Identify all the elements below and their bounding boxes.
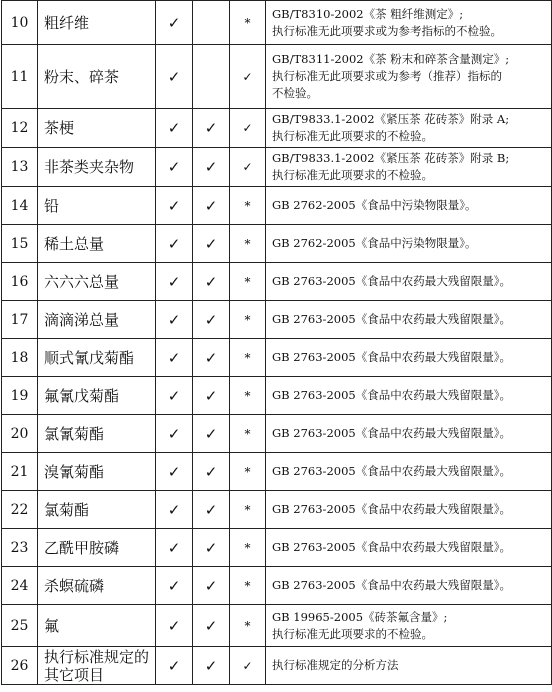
- check-mark-col2: ✓: [193, 415, 230, 453]
- check-mark-col2: [193, 1, 230, 45]
- check-mark-col3: ✓: [230, 45, 266, 109]
- method-note: GB/T9833.1-2002《紧压茶 花砖茶》附录 A; 执行标准无此项要求的不检验。: [266, 109, 552, 148]
- item-number: 10: [2, 1, 38, 45]
- method-note: GB 2763-2005《食品中农药最大残留限量》。: [266, 415, 552, 453]
- check-mark-col3: *: [230, 491, 266, 529]
- item-name: 溴氰菊酯: [38, 453, 156, 491]
- item-name: 杀螟硫磷: [38, 567, 156, 605]
- check-mark-col1: ✓: [156, 263, 193, 301]
- table-row: [2, 45, 552, 109]
- table-row: [2, 377, 552, 415]
- table-row: [2, 567, 552, 605]
- check-mark-col3: *: [230, 605, 266, 647]
- item-name: 茶梗: [38, 109, 156, 148]
- check-mark-col1: ✓: [156, 187, 193, 225]
- check-mark-col1: ✓: [156, 605, 193, 647]
- table-row: [2, 301, 552, 339]
- check-mark-col2: ✓: [193, 109, 230, 148]
- check-mark-col3: *: [230, 1, 266, 45]
- check-mark-col2: ✓: [193, 377, 230, 415]
- item-name: 氟: [38, 605, 156, 647]
- item-name: 粉末、碎茶: [38, 45, 156, 109]
- check-mark-col1: ✓: [156, 453, 193, 491]
- method-note: GB 2763-2005《食品中农药最大残留限量》。: [266, 567, 552, 605]
- item-name: 铅: [38, 187, 156, 225]
- check-mark-col2: ✓: [193, 605, 230, 647]
- check-mark-col1: ✓: [156, 301, 193, 339]
- item-number: 19: [2, 377, 38, 415]
- item-number: 21: [2, 453, 38, 491]
- check-mark-col2: ✓: [193, 148, 230, 187]
- method-note: GB/T8310-2002《茶 粗纤维测定》; 执行标准无此项要求或为参考指标的不检验。: [266, 1, 552, 45]
- check-mark-col2: ✓: [193, 263, 230, 301]
- item-name: 稀土总量: [38, 225, 156, 263]
- item-name: 执行标准规定的 其它项目: [38, 647, 156, 685]
- check-mark-col2: ✓: [193, 339, 230, 377]
- check-mark-col3: *: [230, 187, 266, 225]
- check-mark-col3: ✓: [230, 647, 266, 685]
- check-mark-col1: ✓: [156, 567, 193, 605]
- check-mark-col1: ✓: [156, 415, 193, 453]
- method-note: GB 2762-2005《食品中污染物限量》。: [266, 225, 552, 263]
- check-mark-col2: ✓: [193, 647, 230, 685]
- check-mark-col2: ✓: [193, 301, 230, 339]
- table-row: [2, 491, 552, 529]
- table-row: [2, 453, 552, 491]
- check-mark-col3: *: [230, 377, 266, 415]
- item-name: 氟氰戊菊酯: [38, 377, 156, 415]
- item-name: 氯氰菊酯: [38, 415, 156, 453]
- item-number: 24: [2, 567, 38, 605]
- check-mark-col1: ✓: [156, 148, 193, 187]
- table-row: [2, 529, 552, 567]
- item-number: 25: [2, 605, 38, 647]
- item-name: 氯菊酯: [38, 491, 156, 529]
- check-mark-col3: *: [230, 301, 266, 339]
- item-number: 13: [2, 148, 38, 187]
- table-row: [2, 647, 552, 685]
- method-note: GB 2763-2005《食品中农药最大残留限量》。: [266, 377, 552, 415]
- check-mark-col1: ✓: [156, 225, 193, 263]
- check-mark-col2: ✓: [193, 529, 230, 567]
- item-number: 23: [2, 529, 38, 567]
- method-note: GB 2763-2005《食品中农药最大残留限量》。: [266, 529, 552, 567]
- method-note: GB 2763-2005《食品中农药最大残留限量》。: [266, 263, 552, 301]
- item-number: 20: [2, 415, 38, 453]
- method-note: GB 2763-2005《食品中农药最大残留限量》。: [266, 453, 552, 491]
- method-note: GB 2762-2005《食品中污染物限量》。: [266, 187, 552, 225]
- check-mark-col3: *: [230, 567, 266, 605]
- check-mark-col2: ✓: [193, 491, 230, 529]
- method-note: GB 2763-2005《食品中农药最大残留限量》。: [266, 339, 552, 377]
- method-note: GB 2763-2005《食品中农药最大残留限量》。: [266, 491, 552, 529]
- item-name: 粗纤维: [38, 1, 156, 45]
- table-row: [2, 109, 552, 148]
- check-mark-col3: ✓: [230, 109, 266, 148]
- check-mark-col3: *: [230, 339, 266, 377]
- method-note: GB/T9833.1-2002《紧压茶 花砖茶》附录 B; 执行标准无此项要求的不检验。: [266, 148, 552, 187]
- table-body: [2, 1, 552, 685]
- check-mark-col2: ✓: [193, 453, 230, 491]
- check-mark-col3: ✓: [230, 148, 266, 187]
- check-mark-col1: ✓: [156, 1, 193, 45]
- check-mark-col1: ✓: [156, 491, 193, 529]
- item-number: 12: [2, 109, 38, 148]
- check-mark-col1: ✓: [156, 339, 193, 377]
- item-number: 16: [2, 263, 38, 301]
- item-number: 11: [2, 45, 38, 109]
- item-number: 26: [2, 647, 38, 685]
- table-row: [2, 148, 552, 187]
- item-number: 15: [2, 225, 38, 263]
- check-mark-col3: *: [230, 529, 266, 567]
- check-mark-col2: [193, 45, 230, 109]
- table-row: [2, 605, 552, 647]
- check-mark-col1: ✓: [156, 109, 193, 148]
- check-mark-col1: ✓: [156, 45, 193, 109]
- method-note: 执行标准规定的分析方法: [266, 647, 552, 685]
- check-mark-col1: ✓: [156, 377, 193, 415]
- item-name: 乙酰甲胺磷: [38, 529, 156, 567]
- item-name: 非茶类夹杂物: [38, 148, 156, 187]
- item-name: 滴滴涕总量: [38, 301, 156, 339]
- table-row: [2, 1, 552, 45]
- check-mark-col3: *: [230, 453, 266, 491]
- method-note: GB/T8311-2002《茶 粉末和碎茶含量测定》; 执行标准无此项要求或为参考（推荐）指标的 不检验。: [266, 45, 552, 109]
- method-note: GB 2763-2005《食品中农药最大残留限量》。: [266, 301, 552, 339]
- item-name: 顺式氰戊菊酯: [38, 339, 156, 377]
- table-row: [2, 225, 552, 263]
- table-row: [2, 415, 552, 453]
- check-mark-col2: ✓: [193, 225, 230, 263]
- item-number: 18: [2, 339, 38, 377]
- item-number: 22: [2, 491, 38, 529]
- inspection-items-table: [1, 0, 552, 685]
- check-mark-col3: *: [230, 263, 266, 301]
- table-row: [2, 263, 552, 301]
- check-mark-col3: *: [230, 415, 266, 453]
- table-row: [2, 339, 552, 377]
- item-name: 六六六总量: [38, 263, 156, 301]
- check-mark-col2: ✓: [193, 187, 230, 225]
- check-mark-col1: ✓: [156, 529, 193, 567]
- item-number: 17: [2, 301, 38, 339]
- method-note: GB 19965-2005《砖茶氟含量》; 执行标准无此项要求的不检验。: [266, 605, 552, 647]
- check-mark-col2: ✓: [193, 567, 230, 605]
- check-mark-col1: ✓: [156, 647, 193, 685]
- check-mark-col3: *: [230, 225, 266, 263]
- item-number: 14: [2, 187, 38, 225]
- table-row: [2, 187, 552, 225]
